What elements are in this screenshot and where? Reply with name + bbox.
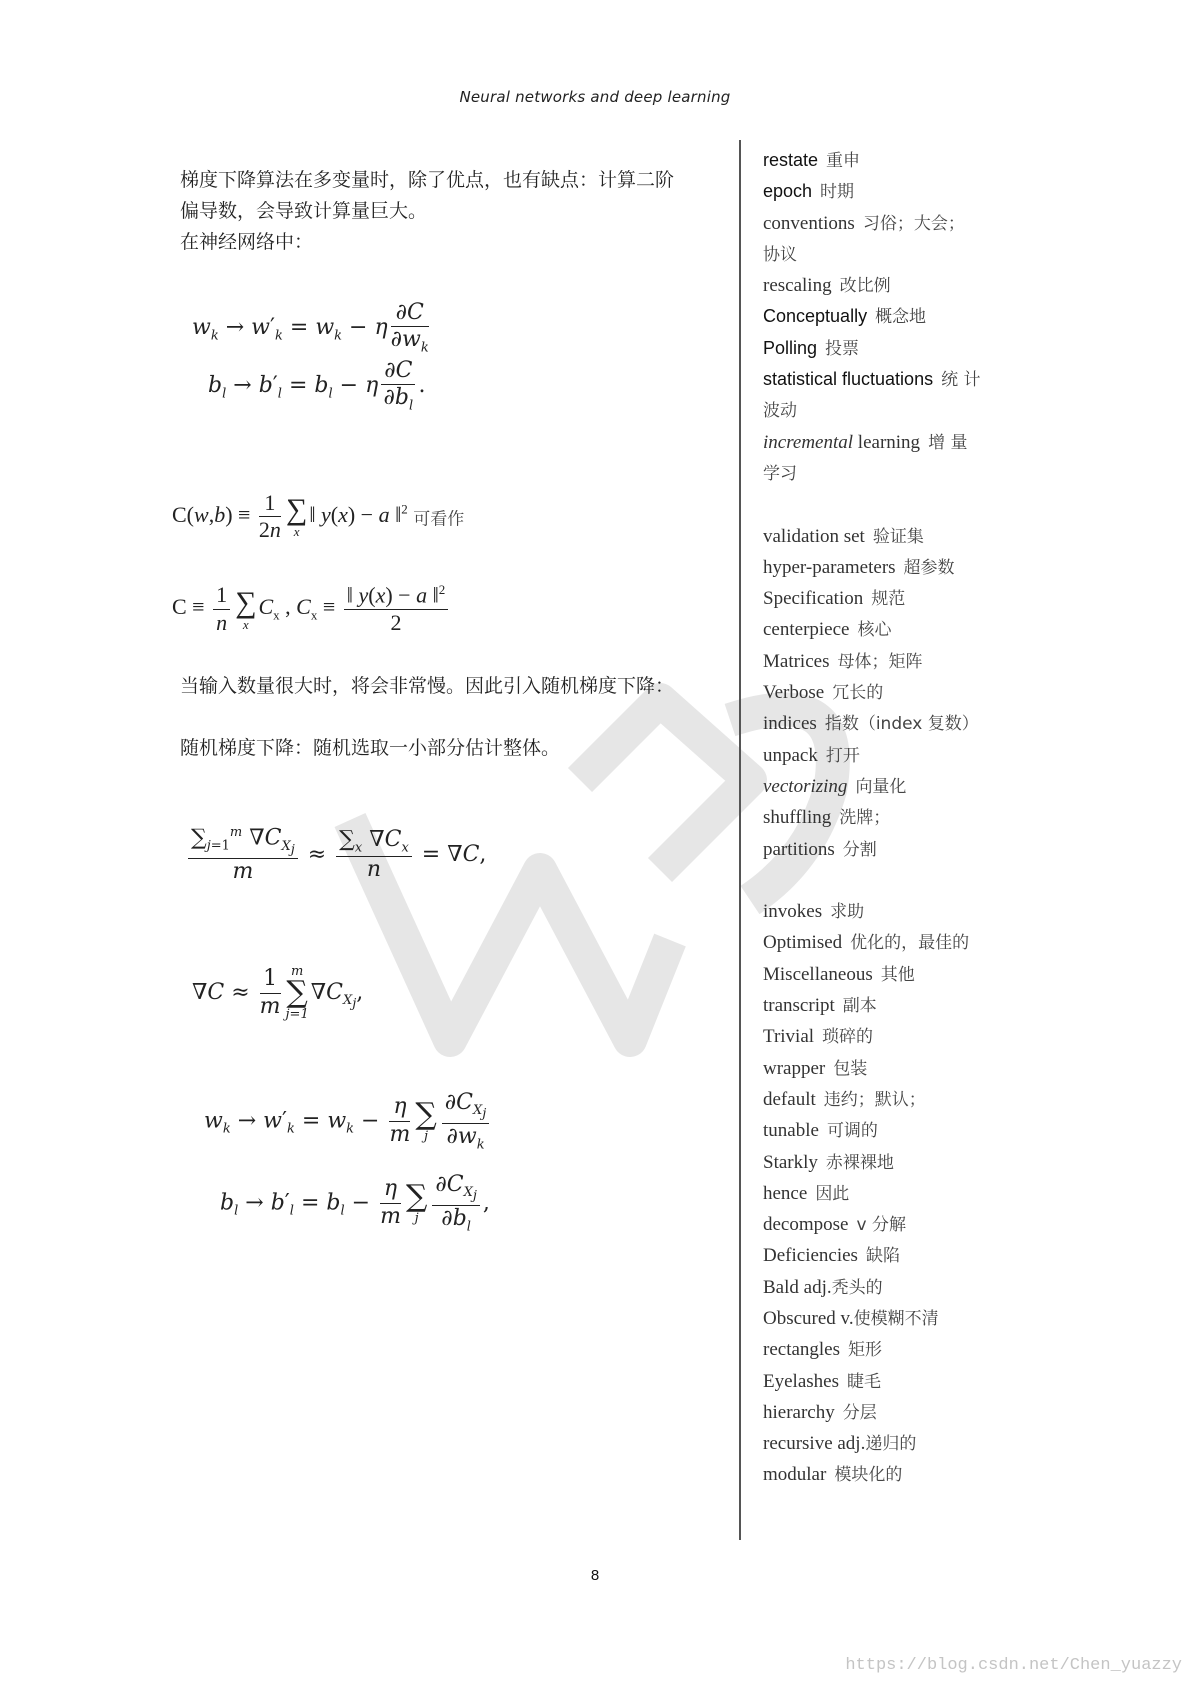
vocab-entry bbox=[763, 1084, 1023, 1115]
vocab-term: incremental bbox=[763, 431, 854, 453]
vocab-translation: 重申 bbox=[826, 151, 861, 171]
vocab-entry bbox=[763, 1240, 1023, 1271]
vocab-translation: 琐碎的 bbox=[822, 1027, 874, 1048]
equation-cost-average: C ≡ $\frac{1}{n}$ ∑ x $C_x$ , $C_x$ ≡ $\frac{‖ y(x) - a ‖^2}{2}$ bbox=[172, 582, 451, 636]
vocab-term: decompose bbox=[763, 1214, 849, 1236]
column-divider bbox=[739, 140, 741, 1540]
vocab-entry bbox=[763, 458, 1023, 489]
vocab-translation: 求助 bbox=[830, 902, 865, 923]
vocab-entry bbox=[763, 708, 1023, 739]
vocab-translation: 投票 bbox=[825, 338, 860, 359]
vocab-translation: 赤裸裸地 bbox=[825, 1152, 894, 1173]
vocab-term: Optimised bbox=[763, 932, 843, 954]
page-number: 8 bbox=[590, 1567, 600, 1584]
vocab-translation: 规范 bbox=[871, 589, 906, 610]
vocab-translation: 其他 bbox=[880, 964, 915, 985]
running-header: Neural networks and deep learning bbox=[459, 88, 731, 106]
vocab-term: rectangles bbox=[763, 1339, 841, 1361]
vocab-term: modular bbox=[763, 1464, 827, 1486]
paragraph-gradient-descent-drawback bbox=[180, 165, 674, 258]
vocab-translation: 使模糊不清 bbox=[853, 1308, 939, 1329]
vocab-translation: 睫毛 bbox=[846, 1371, 881, 1392]
vocab-translation: 因此 bbox=[815, 1183, 850, 1204]
vocab-entry bbox=[763, 646, 1023, 677]
vocab-translation: 向量化 bbox=[855, 776, 907, 797]
vocab-spacer bbox=[763, 489, 1023, 520]
vocab-term: hyper-parameters bbox=[763, 556, 896, 578]
vocab-entry bbox=[763, 959, 1023, 990]
vocab-translation: 习俗；大会； bbox=[862, 213, 965, 234]
vocab-entry bbox=[763, 427, 1023, 458]
vocab-term: wrapper bbox=[763, 1057, 826, 1079]
vocab-entry bbox=[763, 677, 1023, 708]
vocab-term: epoch bbox=[763, 181, 813, 202]
vocab-entry bbox=[763, 802, 1023, 833]
vocab-translation: 递归的 bbox=[865, 1434, 917, 1455]
vocab-term: partitions bbox=[763, 838, 835, 860]
vocab-entry bbox=[763, 1397, 1023, 1428]
vocab-entry bbox=[763, 990, 1023, 1021]
vocab-term: indices bbox=[763, 713, 817, 735]
vocab-term: transcript bbox=[763, 995, 835, 1017]
vocab-translation: 分割 bbox=[842, 839, 877, 860]
paragraph-slow-input: 当输入数量很大时，将会非常慢。因此引入随机梯度下降： bbox=[180, 675, 675, 697]
vocab-translation: 副本 bbox=[842, 996, 877, 1017]
equation-note: 可看作 bbox=[413, 509, 465, 530]
vocab-translation: 洗牌； bbox=[839, 808, 891, 829]
vocab-entry bbox=[763, 1459, 1023, 1490]
vocab-translation: 验证集 bbox=[872, 526, 924, 547]
vocab-entry bbox=[763, 176, 1023, 207]
vocab-translation: 协议 bbox=[763, 244, 797, 265]
vocab-translation: 矩形 bbox=[848, 1340, 883, 1361]
vocab-term: unpack bbox=[763, 744, 818, 766]
vocab-translation: 模块化的 bbox=[834, 1465, 903, 1486]
vocab-translation: 秃头的 bbox=[831, 1277, 883, 1298]
vocab-term: restate bbox=[763, 150, 819, 170]
vocab-term: validation set bbox=[763, 525, 865, 547]
paragraph-sgd-definition: 随机梯度下降：随机选取一小部分估计整体。 bbox=[180, 737, 561, 759]
vocab-translation: 包装 bbox=[833, 1058, 868, 1079]
vocab-translation: 可调的 bbox=[826, 1121, 878, 1142]
vocab-term: Specification bbox=[763, 588, 864, 610]
vocab-translation: 时期 bbox=[820, 182, 855, 203]
vocab-entry bbox=[763, 1334, 1023, 1365]
vocab-entry bbox=[763, 896, 1023, 927]
vocab-term: shuffling bbox=[763, 807, 832, 829]
equation-sgd-update-w: $w_k \to w'_k = w_k$ − $\frac{\eta}{m}$ ∑ j $\frac{\partial C_{X_j}}{\partial w_k}$ bbox=[204, 1090, 492, 1153]
vocab-entry bbox=[763, 1272, 1023, 1303]
vocab-translation: 打开 bbox=[825, 745, 860, 766]
vocab-translation: 核心 bbox=[857, 620, 892, 641]
vocab-term: recursive adj. bbox=[763, 1433, 866, 1455]
vocab-term: vectorizing bbox=[763, 775, 848, 797]
vocab-translation: v 分解 bbox=[856, 1215, 906, 1236]
vocab-translation: 改比例 bbox=[839, 276, 891, 297]
vocab-entry bbox=[763, 1209, 1023, 1240]
vocab-entry bbox=[763, 1303, 1023, 1334]
vocab-translation: 母体；矩阵 bbox=[837, 651, 923, 672]
vocab-entry bbox=[763, 364, 1023, 395]
equation-sgd-update-b: $b_l \to b'_l = b_l$ − $\frac{\eta}{m}$ ∑ j $\frac{\partial C_{X_j}}{\partial b_l}$ , bbox=[220, 1172, 490, 1234]
vocab-entry bbox=[763, 740, 1023, 771]
vocab-entry bbox=[763, 521, 1023, 552]
vocab-entry bbox=[763, 301, 1023, 332]
vocab-term: hence bbox=[763, 1182, 808, 1204]
vocab-entry bbox=[763, 145, 1023, 176]
vocab-term: invokes bbox=[763, 901, 823, 923]
vocab-entry bbox=[763, 1021, 1023, 1052]
vocab-term: Miscellaneous bbox=[763, 963, 873, 985]
equation-gradient-estimate: ∇C ≈ $\frac{1}{m}$ m ∑ j=1 $\nabla C_{X_j}$, bbox=[192, 964, 364, 1022]
vocab-term: statistical fluctuations bbox=[763, 369, 934, 390]
equation-sgd-approximation: $\frac{\sum_{j=1}^m \nabla C_{X_j}}{m}$ ≈ $\frac{\sum_x \nabla C_x}{n}$ = ∇C, bbox=[185, 825, 486, 885]
vocab-entry bbox=[763, 614, 1023, 645]
vocab-entry bbox=[763, 927, 1023, 958]
vocab-entry bbox=[763, 270, 1023, 301]
equation-update-b: $b_l \to b'_l = b_l - \eta$ $\frac{\partial C}{\partial b_l}$ . bbox=[208, 358, 426, 414]
vocab-translation: 冗长的 bbox=[832, 683, 884, 704]
vocab-term: Obscured v. bbox=[763, 1307, 854, 1329]
vocab-term: Starkly bbox=[763, 1151, 818, 1173]
vocab-term: rescaling bbox=[763, 275, 832, 297]
vocab-term: Verbose bbox=[763, 682, 825, 704]
vocab-entry bbox=[763, 834, 1023, 865]
vocab-entry bbox=[763, 1147, 1023, 1178]
vocab-term: Deficiencies bbox=[763, 1245, 858, 1267]
vocab-term: Trivial bbox=[763, 1026, 815, 1048]
vocab-spacer bbox=[763, 865, 1023, 896]
vocab-term: Conceptually bbox=[763, 306, 868, 327]
vocab-translation: 优化的，最佳的 bbox=[850, 933, 970, 954]
equation-cost-function: C(w,b) ≡ $\frac{1}{2n}$ ∑ x ‖ y(x) − a ‖$^2$ 可看作 bbox=[172, 490, 465, 543]
vocab-entry bbox=[763, 1053, 1023, 1084]
vocab-term: Eyelashes bbox=[763, 1370, 839, 1392]
text-line: 偏导数，会导致计算量巨大。 bbox=[180, 200, 428, 222]
vocab-entry bbox=[763, 239, 1023, 270]
vocab-translation: 概念地 bbox=[875, 307, 927, 328]
vocab-translation: 缺陷 bbox=[865, 1246, 900, 1267]
source-url-watermark: https://blog.csdn.net/Chen_yuazzy bbox=[845, 1656, 1182, 1675]
vocab-entry bbox=[763, 1115, 1023, 1146]
vocab-translation: 增 量 bbox=[928, 432, 968, 453]
vocab-translation: 波动 bbox=[763, 401, 797, 422]
vocab-term: Matrices bbox=[763, 650, 830, 672]
vocab-entry bbox=[763, 208, 1023, 239]
text-line: 梯度下降算法在多变量时，除了优点，也有缺点：计算二阶 bbox=[180, 169, 675, 191]
vocab-translation: 违约；默认； bbox=[823, 1089, 926, 1110]
vocab-translation: 超参数 bbox=[903, 557, 955, 578]
vocab-entry bbox=[763, 1428, 1023, 1459]
vocab-entry bbox=[763, 333, 1023, 364]
vocab-term: conventions bbox=[763, 212, 855, 234]
vocab-term: Bald adj. bbox=[763, 1276, 832, 1298]
vocab-term: Polling bbox=[763, 337, 818, 358]
vocab-entry bbox=[763, 1178, 1023, 1209]
vocab-term-cont: learning bbox=[853, 431, 921, 453]
vocab-entry bbox=[763, 583, 1023, 614]
vocab-entry bbox=[763, 552, 1023, 583]
vocab-entry bbox=[763, 1366, 1023, 1397]
vocab-term: default bbox=[763, 1088, 816, 1110]
vocab-term: centerpiece bbox=[763, 619, 850, 641]
vocab-translation: 学习 bbox=[763, 463, 797, 484]
vocab-translation: 统 计 bbox=[941, 370, 981, 391]
equation-update-w: $w_k \to w'_k = w_k - \eta$ $\frac{\partial C}{\partial w_k}$ bbox=[192, 300, 429, 356]
text-line: 在神经网络中： bbox=[180, 231, 314, 253]
vocab-entry bbox=[763, 395, 1023, 426]
vocab-entry bbox=[763, 771, 1023, 802]
vocab-translation: 指数（index 复数） bbox=[824, 714, 979, 735]
vocabulary-list bbox=[763, 145, 1023, 1491]
vocab-term: tunable bbox=[763, 1120, 819, 1142]
vocab-term: hierarchy bbox=[763, 1401, 835, 1423]
vocab-translation: 分层 bbox=[842, 1402, 877, 1423]
